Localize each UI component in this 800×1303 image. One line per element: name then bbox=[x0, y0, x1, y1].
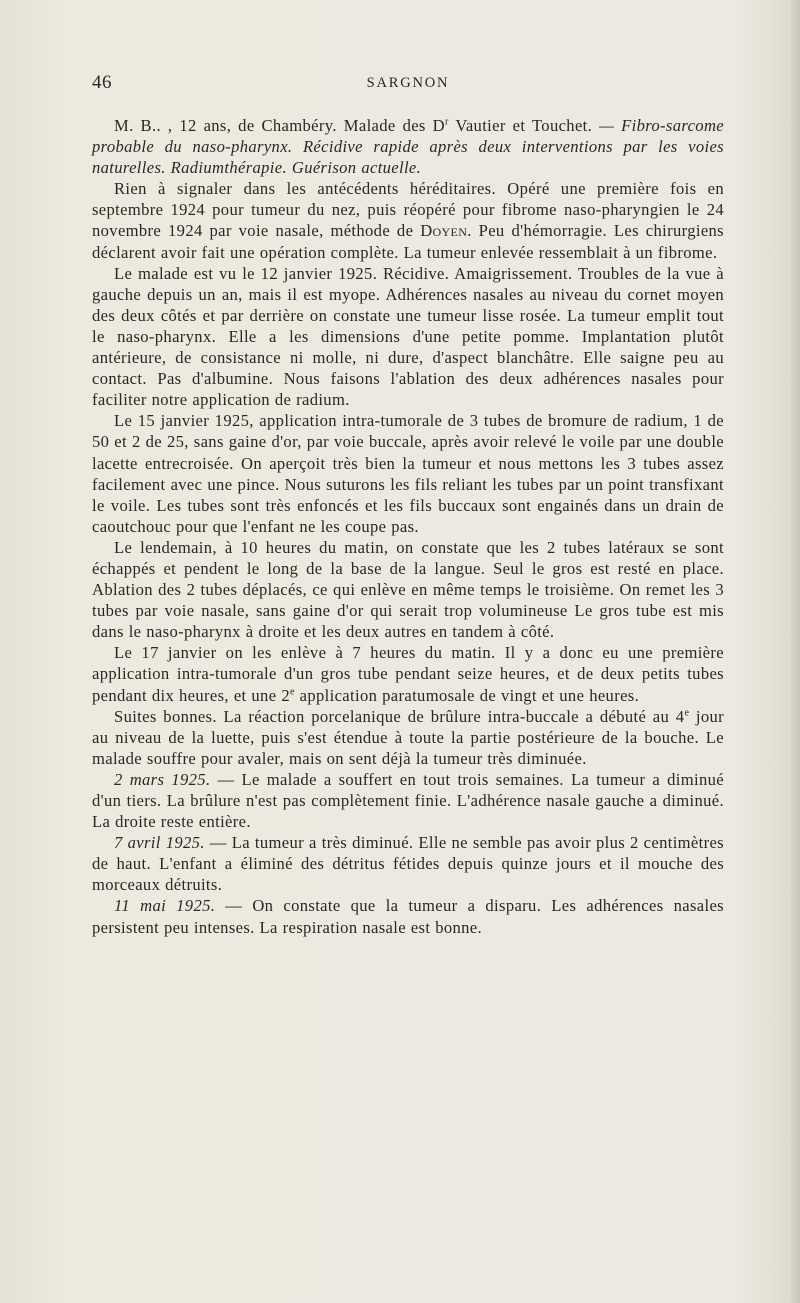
case-patient: M. B.. , 12 ans, de Chambéry. Malade des D bbox=[114, 116, 446, 135]
paragraph-next-day: Le lendemain, à 10 heures du matin, on constate que les 2 tubes latéraux se sont échappés et pendent le long de la base de la langue. Seul le gros est resté en place. Ablation des 2 tubes déplacés, ce qui enlève en même temps le troisième. On remet les 3 tubes par voie nasale, sans gaine d'or qui serait trop volumineuse Le gros tube est mis dans le naso-pharynx à droite et les deux autres en tandem à côté. bbox=[92, 537, 724, 642]
paragraph-history bbox=[92, 178, 724, 262]
case-heading bbox=[92, 115, 724, 178]
paragraph-removal-text-b: application paratumosale de vingt et une heures. bbox=[294, 685, 640, 705]
page-edge-shadow bbox=[791, 0, 800, 1303]
case-patient-superscript: r bbox=[445, 116, 449, 128]
date-march: 2 mars 1925. bbox=[114, 769, 211, 789]
page-number: 46 bbox=[92, 72, 112, 93]
paragraph-history-text-b: . Peu d'hémorragie. Les chirurgiens déclarent avoir fait une opération complète. La tumeur enlevée ressemblait à un fibrome. bbox=[92, 221, 724, 262]
paragraph-may-text: — On constate que la tumeur a disparu. Les adhérences nasales persistent peu intenses. La respiration nasale est bonne. bbox=[92, 896, 724, 937]
paragraph-may bbox=[92, 895, 724, 937]
paragraph-removal bbox=[92, 642, 724, 705]
paragraph-aftermath-superscript: e bbox=[684, 707, 690, 719]
paragraph-application: Le 15 janvier 1925, application intra-tumorale de 3 tubes de bromure de radium, 1 de 50 et 2 de 25, sans gaine d'or, par voie buccale, après avoir relevé le voile par une double lacette entrecroisée. On aperçoit très bien la tumeur et nous mettons les 3 tubes assez facilement avec une pince. Nous suturons les fils reliant les tubes par un point transfixant le voile. Les tubes sont très enfoncés et les fils buccaux sont engainés dans un drain de caoutchouc pour que l'enfant ne les coupe pas. bbox=[92, 411, 724, 536]
paragraph-removal-text-a: Le 17 janvier on les enlève à 7 heures du matin. Il y a donc eu une première application intra-tumorale d'un gros tube pendant seize heures, et de deux petits tubes pendant dix heures, et une 2 bbox=[92, 643, 724, 705]
surgeon-name: Doyen bbox=[420, 221, 468, 241]
paragraph-aftermath-text-a: Suites bonnes. La réaction porcelanique de brûlure intra-buccale a débuté au 4 bbox=[114, 706, 685, 726]
paragraph-examination: Le malade est vu le 12 janvier 1925. Récidive. Amaigrissement. Troubles de la vue à gauche depuis un an, mais il est myope. Adhérences nasales au niveau du cornet moyen des deux côtés et par derrière on constate une tumeur lisse rosée. La tumeur emplit tout le naso-pharynx. Elle a les dimensions d'une petite pomme. Implantation plutôt antérieure, de consistance ni molle, ni dure, d'aspect blanchâtre. Elle saigne peu au contact. Pas d'albumine. Nous faisons l'ablation des deux adhérences nasales pour faciliter notre application de radium. bbox=[92, 263, 724, 410]
case-patient-end: Vautier et Touchet. bbox=[448, 116, 593, 135]
paragraph-march bbox=[92, 769, 724, 832]
paragraph-aftermath-text-b: jour au niveau de la luette, puis s'est étendue à toute la partie postérieure de la bouche. Le malade souffre pour avaler, mais on sent déjà la tumeur très diminuée. bbox=[92, 706, 725, 768]
paragraph-march-text: — Le malade a souffert en tout trois semaines. La tumeur a diminué d'un tiers. La brûlure n'est pas complètement finie. L'adhérence nasale gauche a diminué. La droite reste entière. bbox=[92, 769, 724, 832]
page-header bbox=[92, 72, 724, 98]
document-body bbox=[92, 115, 724, 938]
running-head: SARGNON bbox=[366, 75, 450, 91]
paragraph-april bbox=[92, 832, 724, 895]
paragraph-history-text-a: Rien à signaler dans les antécédents héréditaires. Opéré une première fois en septembre 1924 pour tumeur du nez, puis réopéré pour fibrome naso-pharyngien le 24 novembre 1924 par voie nasale, méthode de bbox=[92, 179, 724, 241]
paragraph-removal-superscript: e bbox=[289, 686, 295, 697]
date-april: 7 avril 1925. bbox=[114, 833, 205, 853]
paragraph-april-text: — La tumeur a très diminué. Elle ne semble pas avoir plus 2 centimètres de haut. L'enfant a éliminé des détritus fétides depuis quinze jours et il mouche des morceaux détruits. bbox=[92, 833, 724, 895]
date-may: 11 mai 1925. bbox=[114, 896, 216, 916]
case-diagnosis: — Fibro-sarcome probable du naso-pharynx. Récidive rapide après deux interventions par les voies naturelles. Radiumthérapie. Guérison actuelle. bbox=[92, 116, 724, 178]
paragraph-aftermath bbox=[92, 706, 724, 769]
